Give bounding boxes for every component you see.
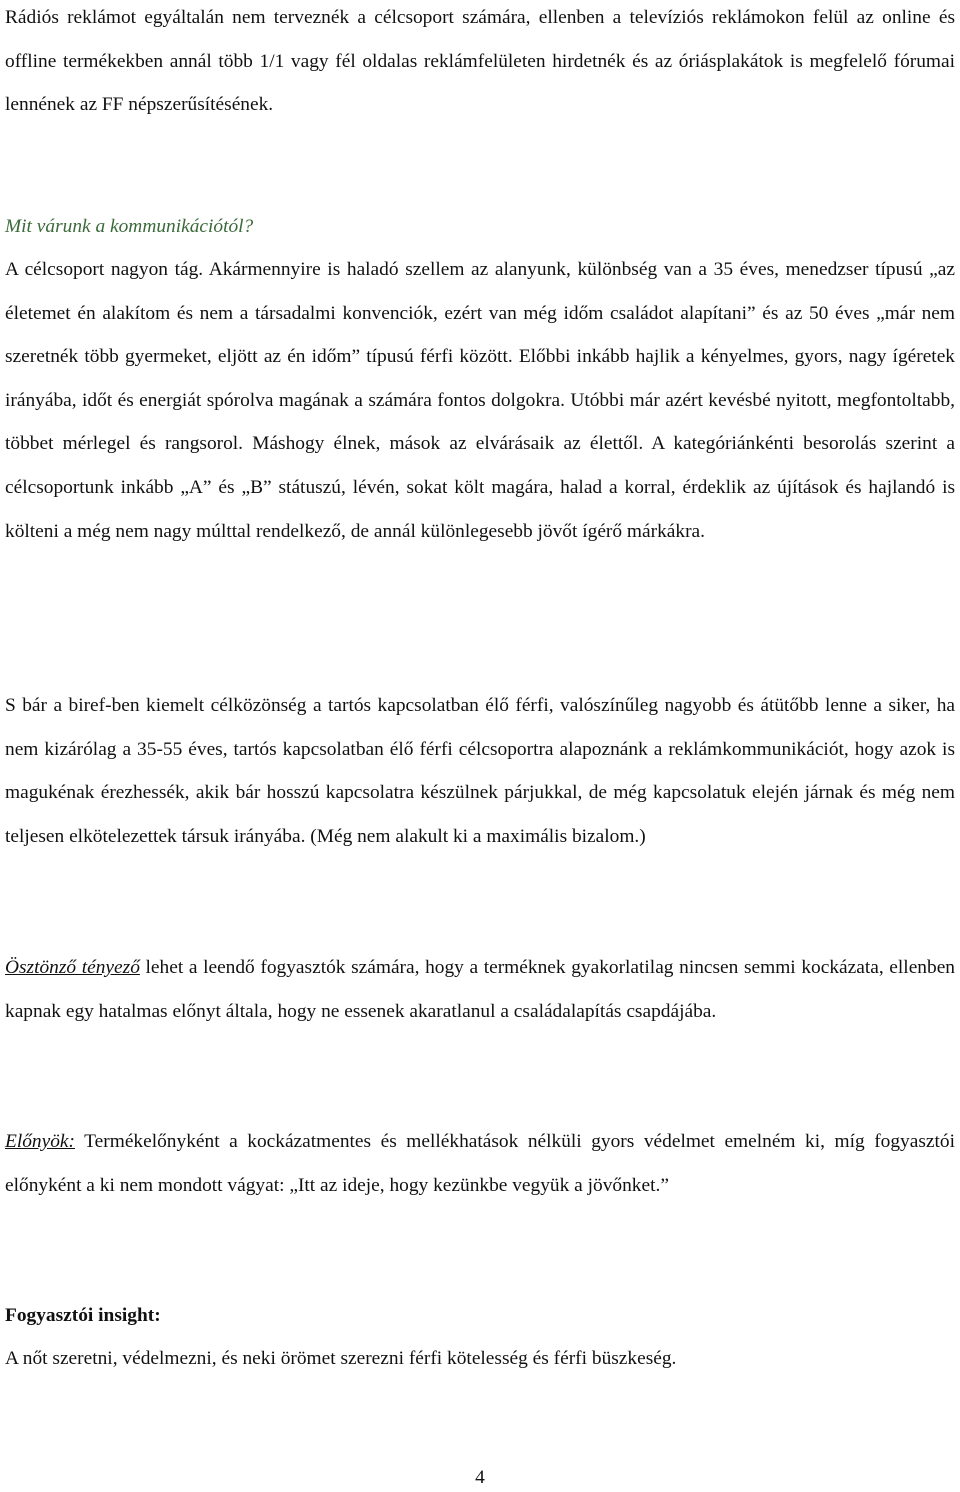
- paragraph-target-audience-extension: S bár a biref-ben kiemelt célközönség a tartós kapcsolatban élő férfi, valószínűleg nagyobb és átütőbb lenne a siker, ha nem kizárólag a 35-55 éves, tartós kapcsolatban élő férfi célcsoportra alapoznánk a reklámkommunikációt, hogy azok is magukénak érezhessék, akik bár hosszú kapcsolatra készülnek párjukkal, de még kapcsolatuk elején járnak és még nem teljesen elkötelezettek társuk irányába. (Még nem alakult ki a maximális bizalom.): [5, 695, 955, 847]
- section-heading-consumer-insight: Fogyasztói insight:: [5, 1305, 161, 1326]
- page-number: 4: [475, 1467, 485, 1488]
- paragraph-motivating-factor: [5, 946, 955, 1033]
- term-benefits: Előnyök:: [5, 1131, 75, 1152]
- paragraph-consumer-insight: A nőt szeretni, védelmezni, és neki örömet szerezni férfi kötelesség és férfi büszkeség.: [5, 1348, 677, 1369]
- term-motivating-factor: Ösztönző tényező: [5, 957, 140, 978]
- motivating-factor-text: lehet a leendő fogyasztók számára, hogy a terméknek gyakorlatilag nincsen semmi kockázata, ellenben kapnak egy hatalmas előnyt általa, hogy ne essenek akaratlanul a családalapítás csapdájába.: [5, 957, 955, 1022]
- benefits-text: Termékelőnyként a kockázatmentes és mellékhatások nélküli gyors védelmet emelném ki, míg fogyasztói előnyként a ki nem mondott vágyat: „Itt az ideje, hogy kezünkbe vegyük a jövőnket.”: [5, 1131, 955, 1196]
- paragraph-target-group: A célcsoport nagyon tág. Akármennyire is haladó szellem az alanyunk, különbség van a 35 éves, menedzser típusú „az életemet én alakítom és nem a társadalmi konvenciók, ezért van még időm családot alapítani” és az 50 éves „már nem szeretnék több gyermeket, eljött az én időm” típusú férfi között. Előbbi inkább hajlik a kényelmes, gyors, nagy ígéretek irányába, időt és energiát spórolva magának a számára fontos dolgokra. Utóbbi már azért kevésbé nyitott, megfontoltabb, többet mérlegel és rangsorol. Máshogy élnek, mások az elvárásaik az élettől. A kategóriánkénti besorolás szerint a célcsoportunk inkább „A” és „B” státuszú, lévén, sokat költ magára, halad a korral, érdeklik az újítások és hajlandó is költeni a még nem nagy múlttal rendelkező, de annál különlegesebb jövőt ígérő márkákra.: [5, 259, 955, 542]
- section-heading-communication: Mit várunk a kommunikációtól?: [5, 216, 254, 237]
- paragraph-media-plan: Rádiós reklámot egyáltalán nem terveznék a célcsoport számára, ellenben a televíziós reklámokon felül az online és offline termékekben annál több 1/1 vagy fél oldalas reklámfelületen hirdetnék és az óriásplakátok is megfelelő fórumai lennének az FF népszerűsítésének.: [5, 7, 955, 116]
- paragraph-benefits: [5, 1120, 955, 1207]
